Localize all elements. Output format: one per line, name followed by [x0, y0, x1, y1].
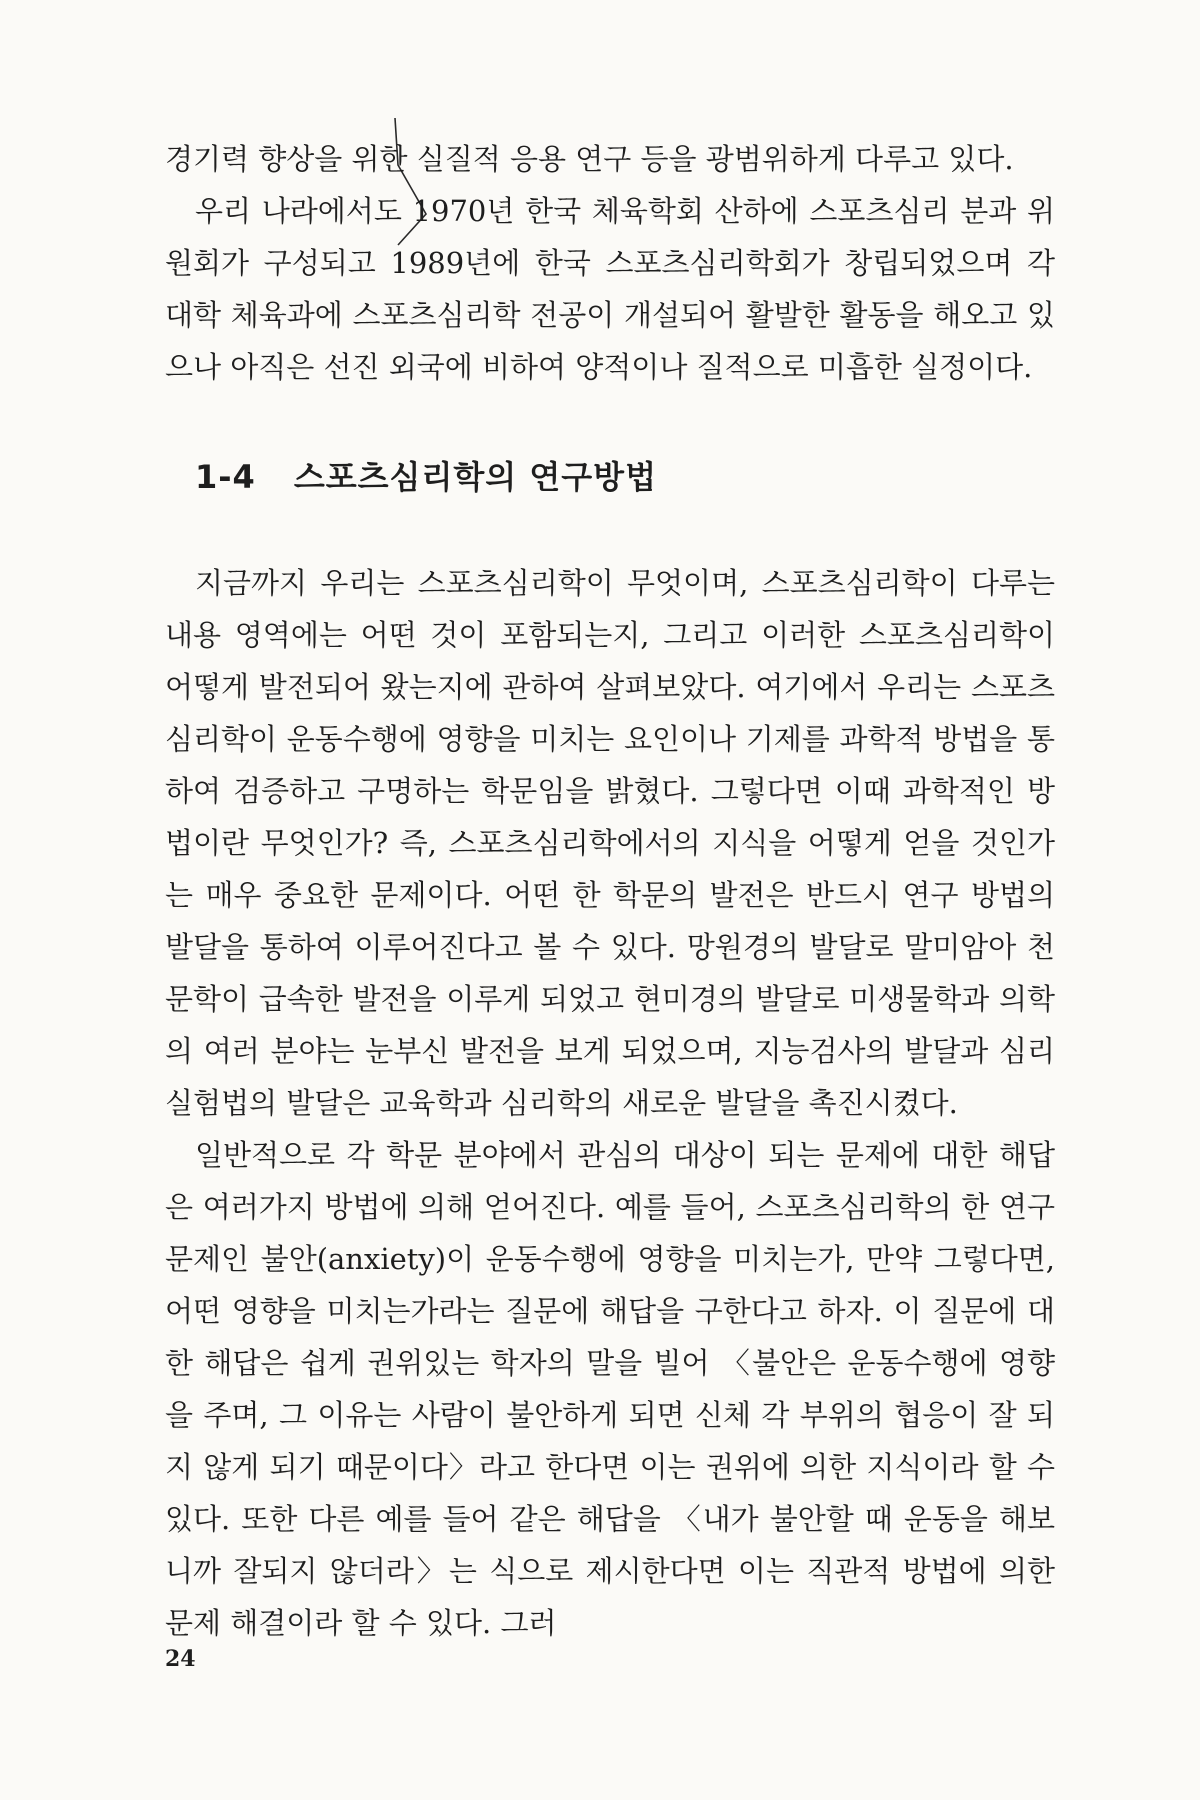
- body-text: [165, 557, 1055, 1649]
- intro-text: [165, 133, 1055, 393]
- page-number: 24: [165, 1646, 196, 1672]
- body-paragraph-1: 지금까지 우리는 스포츠심리학이 무엇이며, 스포츠심리학이 다루는 내용 영역에는 어떤 것이 포함되는지, 그리고 이러한 스포츠심리학이 어떻게 발전되어 왔는지에 관하여 살펴보았다. 여기에서 우리는 스포츠심리학이 운동수행에 영향을 미치는 요인이나 기제를 과학적 방법을 통하여 검증하고 구명하는 학문임을 밝혔다. 그렇다면 이때 과학적인 방법이란 무엇인가? 즉, 스포츠심리학에서의 지식을 어떻게 얻을 것인가는 매우 중요한 문제이다. 어떤 한 학문의 발전은 반드시 연구 방법의 발달을 통하여 이루어진다고 볼 수 있다. 망원경의 발달로 말미암아 천문학이 급속한 발전을 이루게 되었고 현미경의 발달로 미생물학과 의학의 여러 분야는 눈부신 발전을 보게 되었으며, 지능검사의 발달과 심리 실험법의 발달은 교육학과 심리학의 새로운 발달을 촉진시켰다.: [165, 566, 1055, 1120]
- intro-line: 경기력 향상을 위한 실질적 응용 연구 등을 광범위하게 다루고 있다.: [165, 142, 1014, 176]
- intro-paragraph: 우리 나라에서도 1970년 한국 체육학회 산하에 스포츠심리 분과 위원회가 구성되고 1989년에 한국 스포츠심리학회가 창립되었으며 각 대학 체육과에 스포츠심리학 전공이 개설되어 활발한 활동을 해오고 있으나 아직은 선진 외국에 비하여 양적이나 질적으로 미흡한 실정이다.: [165, 194, 1055, 384]
- section-number: 1-4: [195, 458, 256, 496]
- section-heading: [195, 452, 657, 498]
- body-paragraph-2: 일반적으로 각 학문 분야에서 관심의 대상이 되는 문제에 대한 해답은 여러가지 방법에 의해 얻어진다. 예를 들어, 스포츠심리학의 한 연구 문제인 불안(anxiety)이 운동수행에 영향을 미치는가, 만약 그렇다면, 어떤 영향을 미치는가라는 질문에 해답을 구한다고 하자. 이 질문에 대한 해답은 쉽게 권위있는 학자의 말을 빌어 〈불안은 운동수행에 영향을 주며, 그 이유는 사람이 불안하게 되면 신체 각 부위의 협응이 잘 되지 않게 되기 때문이다〉라고 한다면 이는 권위에 의한 지식이라 할 수 있다. 또한 다른 예를 들어 같은 해답을 〈내가 불안할 때 운동을 해보니까 잘되지 않더라〉는 식으로 제시한다면 이는 직관적 방법에 의한 문제 해결이라 할 수 있다. 그러: [165, 1138, 1055, 1640]
- section-title: 스포츠심리학의 연구방법: [293, 458, 657, 496]
